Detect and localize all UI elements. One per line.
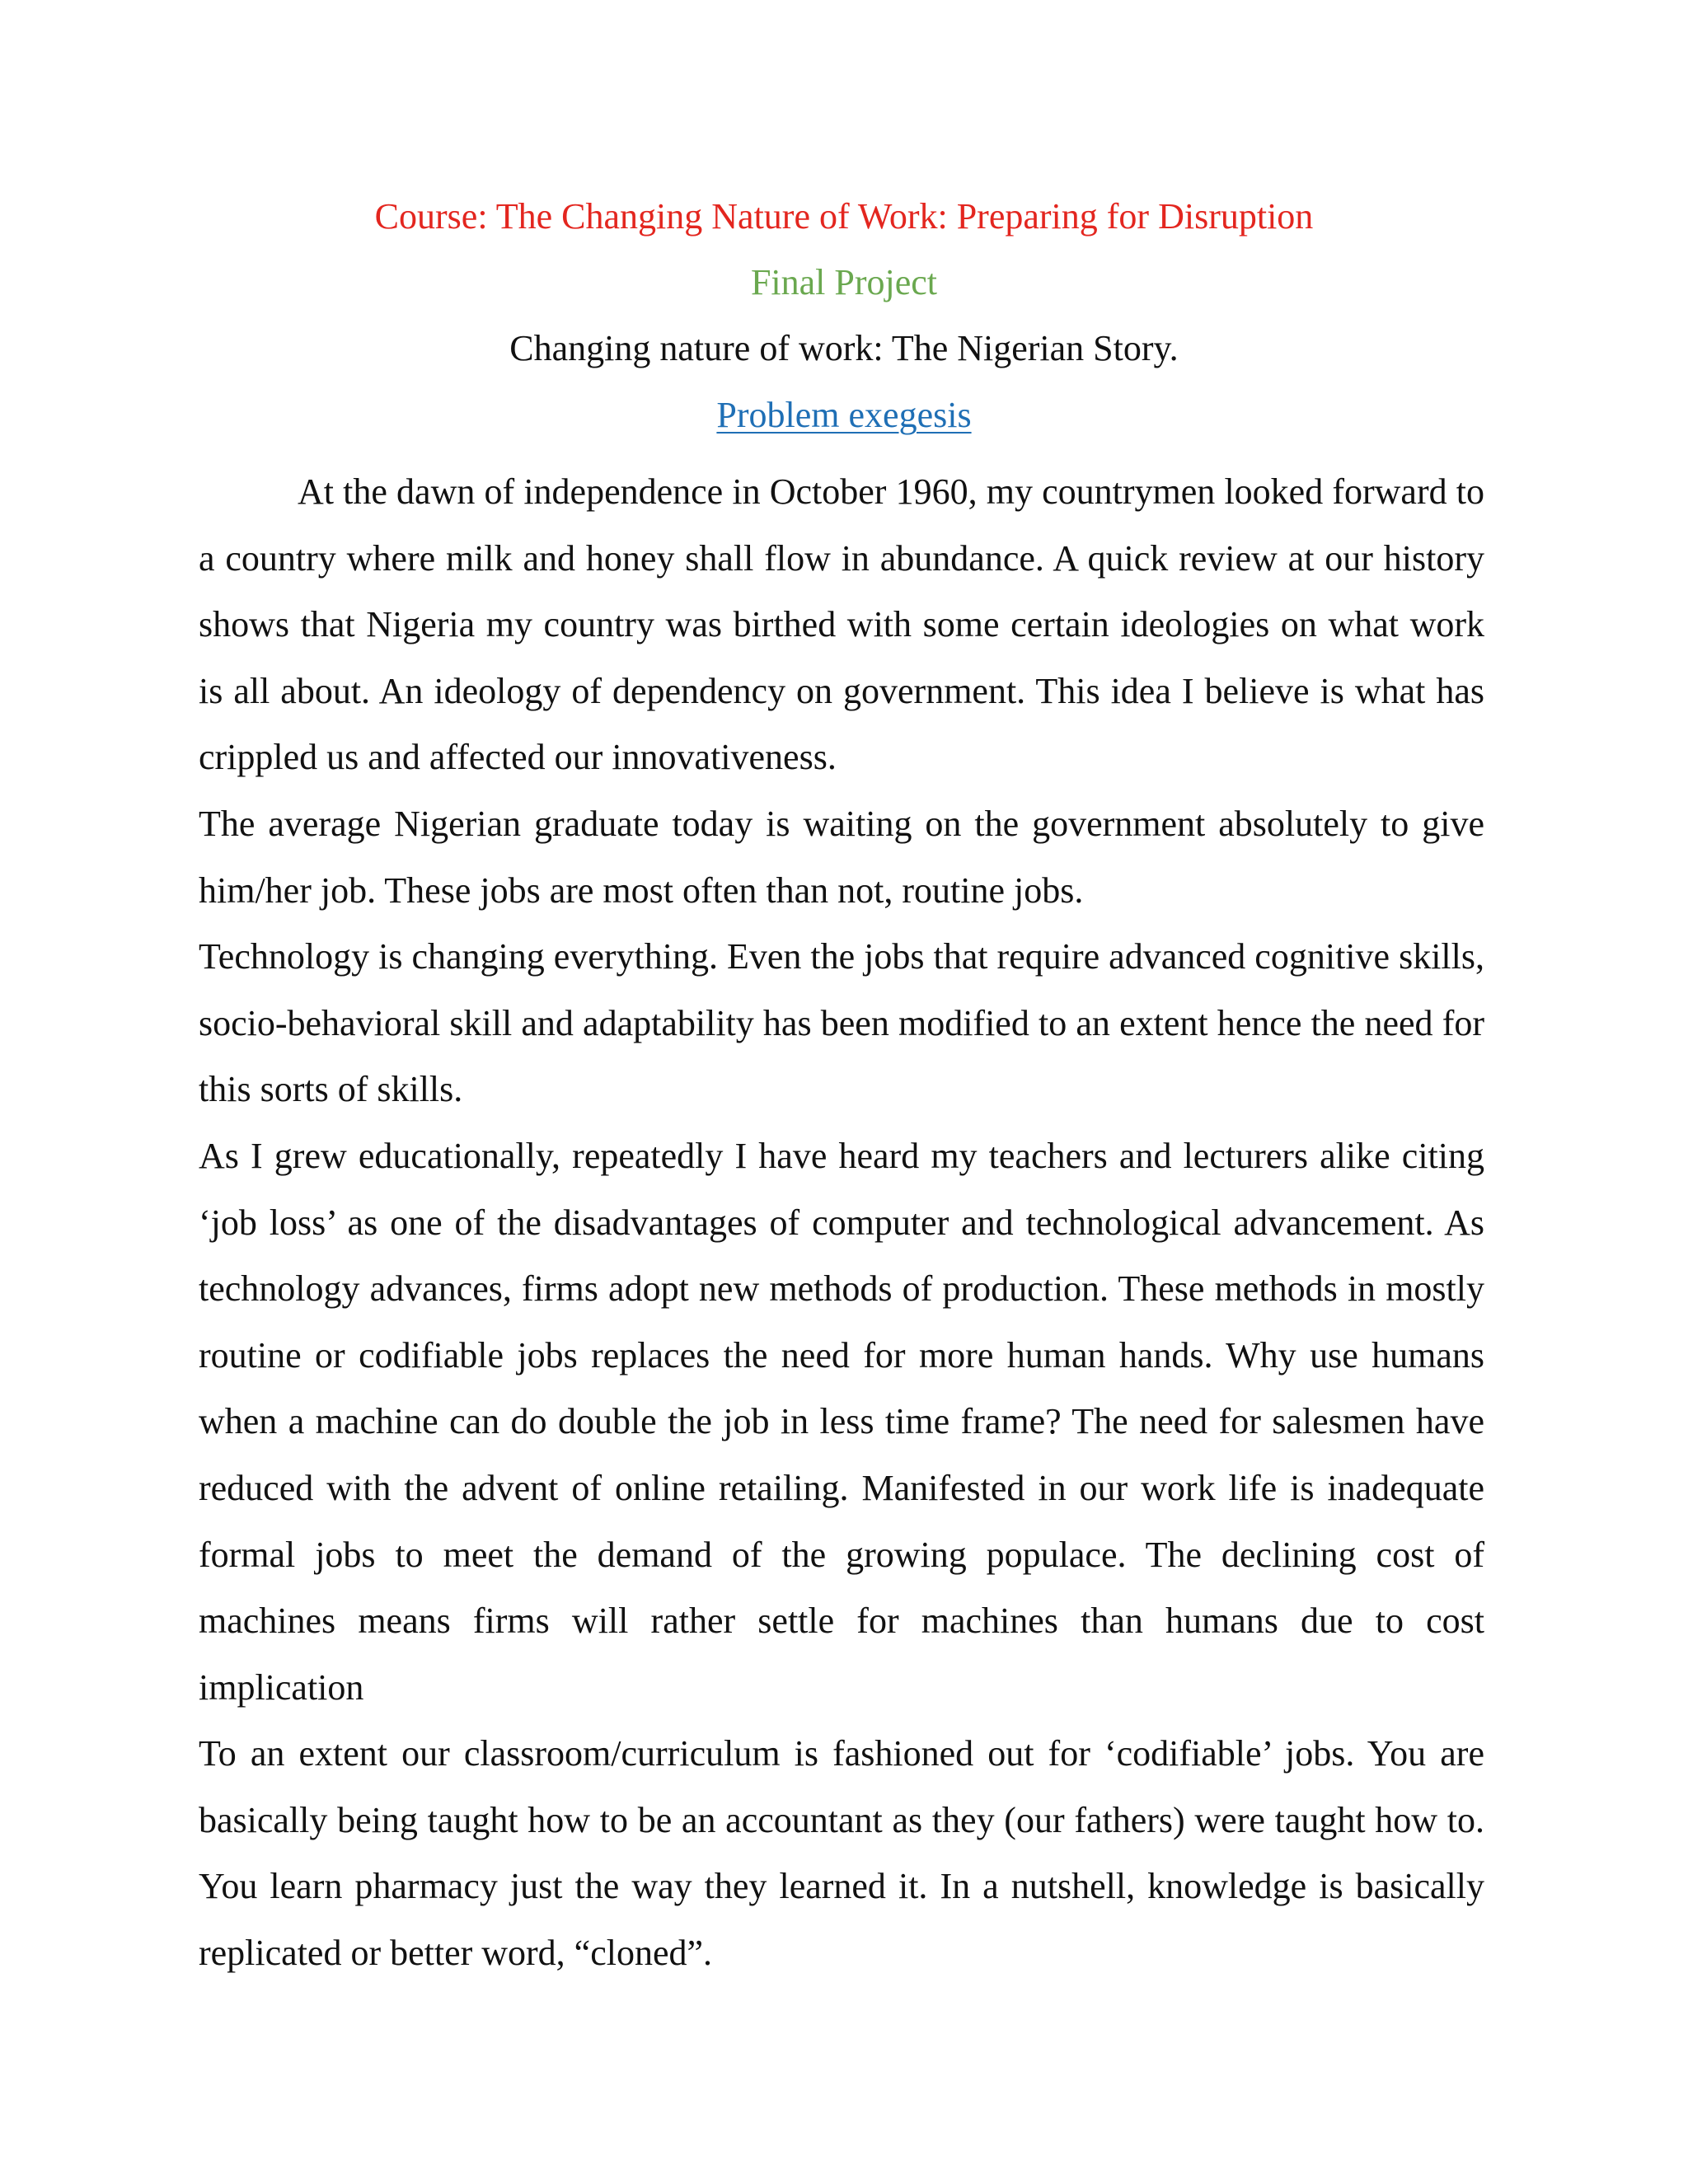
paragraph-curriculum: To an extent our classroom/curriculum is fashioned out for ‘codifiable’ jobs. You are basically being taught how to be an accountant as they (our fathers) were taught how to. You learn pharmacy just the way they learned it. In a nutshell, knowledge is basically replicated or better word, “cloned”. [199, 1733, 1484, 1974]
document-body [199, 459, 1484, 1987]
paragraph-graduates: The average Nigerian graduate today is waiting on the government absolutely to give him/her job. These jobs are most often than not, routine jobs. [199, 803, 1484, 911]
paragraph-job-loss: As I grew educationally, repeatedly I have heard my teachers and lecturers alike citing ‘job loss’ as one of the disadvantages of computer and technological advancement. As technology advances, firms adopt new methods of production. These methods in mostly routine or codifiable jobs replaces the need for more human hands. Why use humans when a machine can do double the job in less time frame? The need for salesmen have reduced with the advent of online retailing. Manifested in our work life is inadequate formal jobs to meet the demand of the growing populace. The declining cost of machines means firms will rather settle for machines than humans due to cost implication [199, 1135, 1484, 1708]
document-title: Changing nature of work: The Nigerian Story. [509, 328, 1179, 368]
course-title: Course: The Changing Nature of Work: Preparing for Disruption [374, 196, 1314, 237]
paragraph-independence: At the dawn of independence in October 1960, my countrymen looked forward to a country where milk and honey shall flow in abundance. A quick review at our history shows that Nigeria my country was birthed with some certain ideologies on what work is all about. An ideology of dependency on government. This idea I believe is what has crippled us and affected our innovativeness. [199, 471, 1484, 778]
paragraph-technology: Technology is changing everything. Even the jobs that require advanced cognitive skills, socio-behavioral skill and adaptability has been modified to an extent hence the need for this sorts of skills. [199, 936, 1484, 1110]
section-heading: Problem exegesis [716, 395, 972, 435]
project-label: Final Project [750, 262, 938, 302]
